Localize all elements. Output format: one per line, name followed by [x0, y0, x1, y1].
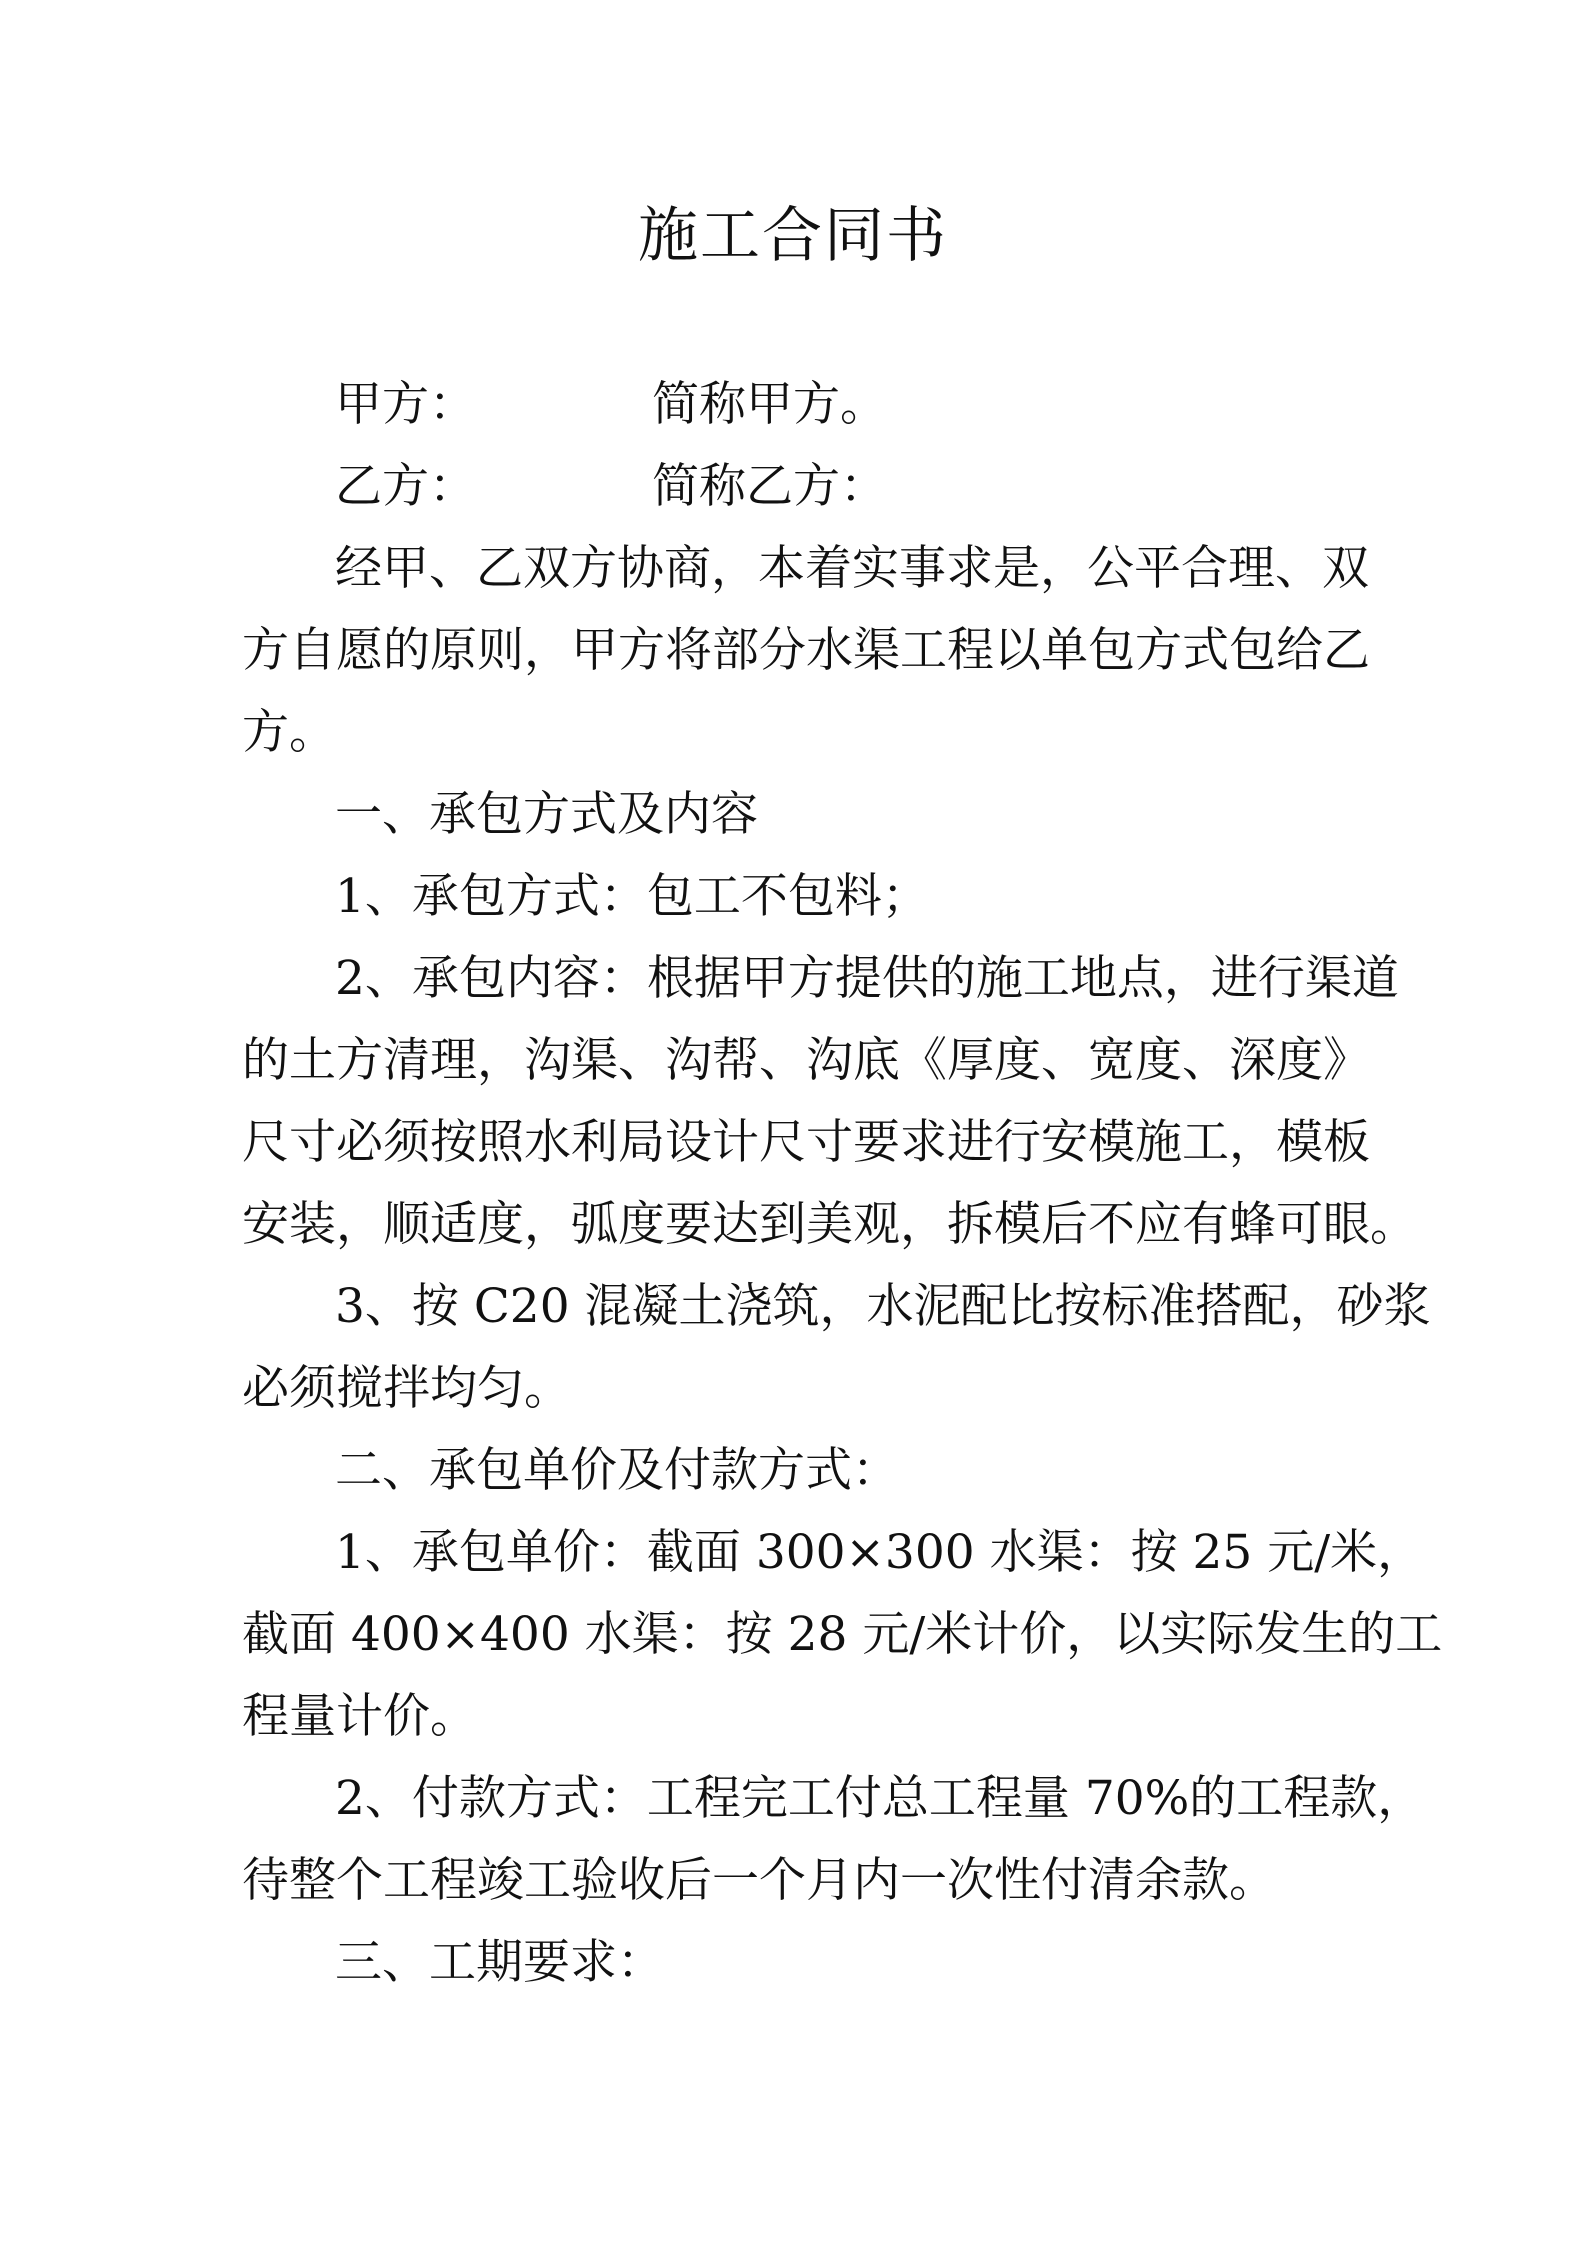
section-2-heading: 二、承包单价及付款方式：: [335, 1443, 899, 1498]
section-1-item-3-line-2: 必须搅拌均匀。: [242, 1361, 571, 1416]
intro-line-2: 方自愿的原则，甲方将部分水渠工程以单包方式包给乙: [242, 623, 1370, 678]
intro-line-1: 经甲、乙双方协商，本着实事求是，公平合理、双: [335, 541, 1369, 596]
intro-line-3: 方。: [242, 705, 336, 760]
section-1-item-3-line-1: 3、按 C20 混凝土浇筑，水泥配比按标准搭配，砂浆: [335, 1279, 1431, 1334]
party-b-short: 简称乙方：: [652, 459, 887, 514]
section-2-item-1-line-2: 截面 400×400 水渠：按 28 元/米计价，以实际发生的工: [242, 1607, 1443, 1662]
section-2-item-1-line-3: 程量计价。: [242, 1689, 477, 1744]
section-2-item-2-line-2: 待整个工程竣工验收后一个月内一次性付清余款。: [242, 1853, 1276, 1908]
section-1-item-2-line-1: 2、承包内容：根据甲方提供的施工地点，进行渠道: [335, 951, 1399, 1006]
party-a-label: 甲方：: [335, 377, 476, 432]
party-a-line: [242, 364, 1352, 446]
party-b-line: [242, 446, 1352, 528]
party-a-short: 简称甲方。: [652, 377, 887, 432]
section-1-item-2-line-4: 安装，顺适度，弧度要达到美观，拆模后不应有蜂可眼。: [242, 1197, 1417, 1252]
section-2-item-2-line-1: 2、付款方式：工程完工付总工程量 70%的工程款，: [335, 1771, 1425, 1826]
section-1-heading: 一、承包方式及内容: [335, 787, 758, 842]
document-body: [242, 364, 1443, 2004]
document-title: 施工合同书: [638, 201, 948, 271]
section-2-item-1-line-1: 1、承包单价：截面 300×300 水渠：按 25 元/米，: [335, 1525, 1425, 1580]
party-b-label: 乙方：: [335, 459, 476, 514]
section-3-heading: 三、工期要求：: [335, 1935, 664, 1990]
section-1-item-1: 1、承包方式：包工不包料；: [335, 869, 929, 924]
section-1-item-2-line-2: 的土方清理，沟渠、沟帮、沟底《厚度、宽度、深度》: [242, 1033, 1370, 1088]
section-1-item-2-line-3: 尺寸必须按照水利局设计尺寸要求进行安模施工，模板: [242, 1115, 1370, 1170]
